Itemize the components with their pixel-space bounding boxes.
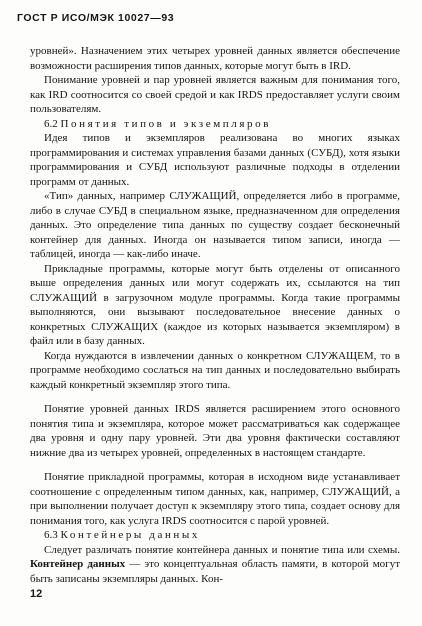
defined-term: Контейнер данных xyxy=(30,558,126,570)
paragraph: Понимание уровней и пар уровней является важным для понимания того, как IRD соотносится со своей средой и как IRDS предоставляет услуги своим пользователям. xyxy=(30,74,400,115)
page-header: ГОСТ Р ИСО/МЭК 10027—93 xyxy=(17,12,175,24)
paragraph: Понятие уровней данных IRDS является расширением этого основного понятия типа и экземпляра, которое может рассматриваться как содержащее два уровня и одну пару уровней. Эти два уровня фактически составляют нижние два из четырех уровней, определенных в настоящем стандарте. xyxy=(30,403,400,459)
paragraph xyxy=(30,543,400,587)
section-title: Понятия типов и экземпляров xyxy=(60,117,271,130)
paragraph: Когда нуждаются в извлечении данных о конкретном СЛУЖАЩЕМ, то в программе необходимо сослаться на тип данных и последовательно выбирать каждый конкретный экземпляр этого типа. xyxy=(30,349,400,391)
section-number: 6.3 xyxy=(44,529,58,541)
paragraph: уровней». Назначением этих четырех уровней данных является обеспечение возможности расширения типов данных, которые могут быть в IRD. xyxy=(30,45,400,72)
paragraph: Идея типов и экземпляров реализована во многих языках программирования и системах управления базами данных (СУБД), хотя языки программирования и СУБД используют различные подходы в отделении программ от данных. xyxy=(30,132,400,188)
paragraph: Понятие прикладной программы, которая в исходном виде устанавливает соотношение с определенным типом данных, как, например, СЛУЖАЩИЙ, а при выполнении получает доступ к экземпляру этого типа, создает основу для понимания того, как услуга IRDS соотносится с парой уровней. xyxy=(30,471,400,527)
section-heading-6-3 xyxy=(30,528,400,543)
section-number: 6.2 xyxy=(44,117,58,130)
paragraph: Прикладные программы, которые могут быть отделены от описанного выше определения данных или могут содержать их, ссылаются на тип СЛУЖАЩИЙ в загрузочном модуле программы. Когда такие программы выполняются, они вызывают последовательное внесение данных о конкретных СЛУЖАЩИХ (каждое из которых называется экземпляром) в файл или в базу данных. xyxy=(30,262,400,347)
paragraph-text: — это концептуальная область памяти, в которой могут быть записаны экземпляры данных. Кон- xyxy=(30,558,401,585)
section-title: Контейнеры данных xyxy=(60,529,201,541)
paragraph: «Тип» данных, например СЛУЖАЩИЙ, определяется либо в программе, либо в случае СУБД в специальном языке, предназначенном для определения данных. Это определение типа данных по существу создает бесконечный контейнер для данных. Иногда он называется типом записи, иногда — таблицей, иногда — как-либо иначе. xyxy=(30,190,400,260)
page-body xyxy=(30,44,400,586)
paragraph-text: Следует различать понятие контейнера данных и понятие типа или схемы. xyxy=(44,543,400,556)
section-heading-6-2 xyxy=(30,117,400,132)
page-number: 12 xyxy=(30,588,43,600)
